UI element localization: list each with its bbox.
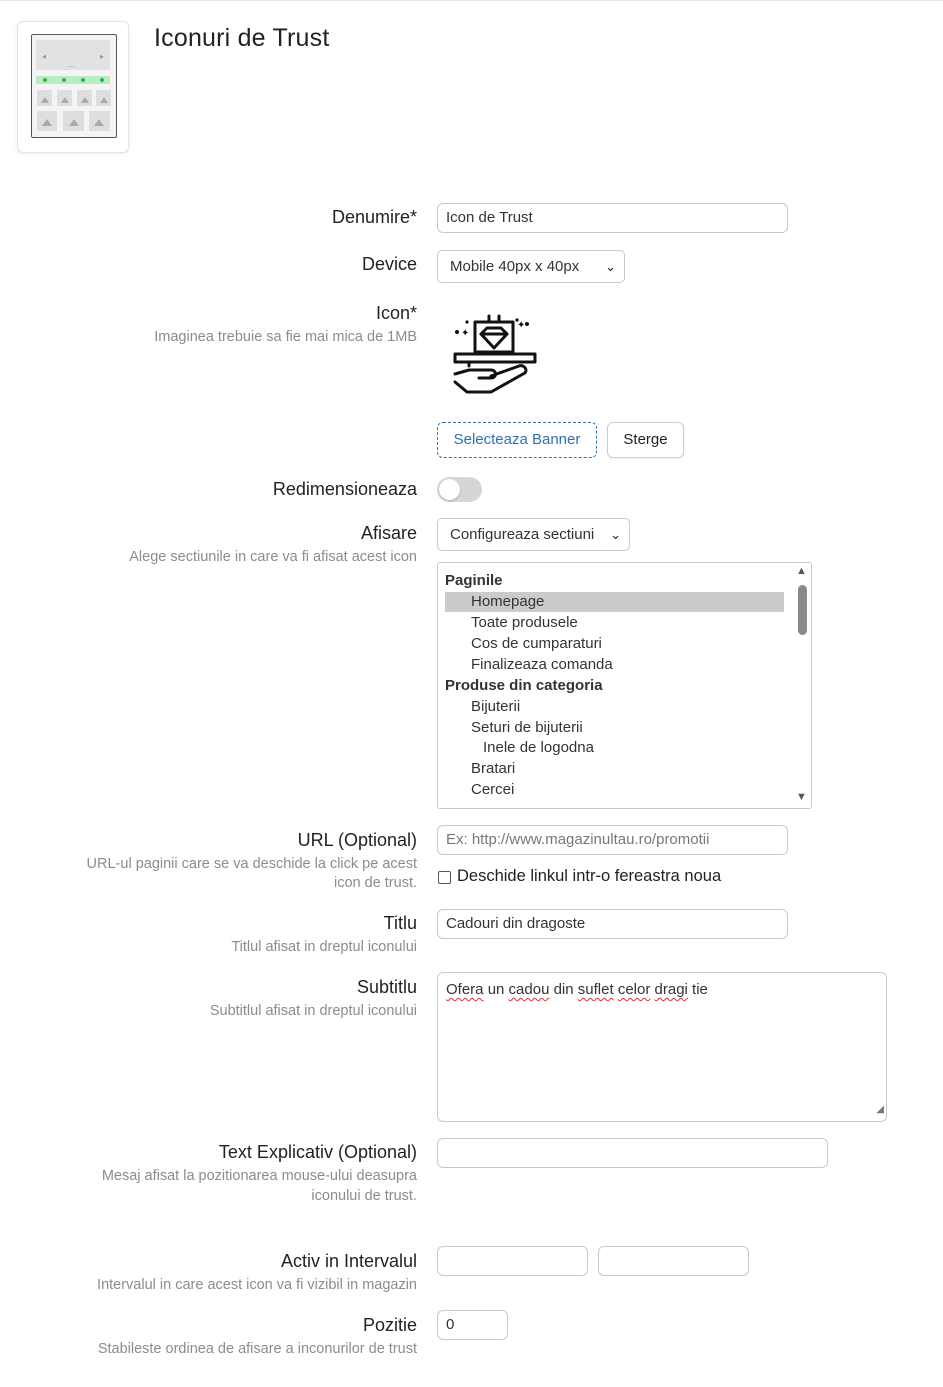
list-item[interactable]: Finalizeaza comanda [471,656,613,673]
list-item[interactable]: Bijuterii [471,698,521,715]
subtitle-word: un [487,981,505,998]
list-item[interactable]: Inele de logodna [483,739,594,756]
list-item[interactable]: Bratari [471,760,516,777]
subtitle-word: celor [617,981,651,998]
titlu-hint: Titlul afisat in dreptul iconului [231,939,417,955]
device-select-value: Mobile 40px x 40px [450,258,580,275]
toggle-knob [439,479,460,500]
new-window-label[interactable]: Deschide linkul intr-o fereastra noua [457,867,722,885]
pozitie-input[interactable]: 0 [437,1310,508,1340]
text-explicativ-hint-line1: Mesaj afisat la pozitionarea mouse-ului deasupra [101,1168,417,1184]
sections-listbox[interactable] [437,562,812,809]
subtitle-word: tie [692,981,708,998]
svg-text:▸: ▸ [100,52,105,61]
svg-text:◂: ◂ [42,52,47,61]
list-group: Produse din categoria [445,677,603,694]
list-item[interactable]: Homepage [445,592,784,612]
afisare-label: Afisare [360,523,417,543]
device-select[interactable] [437,250,625,283]
interval-hint: Intervalul in care acest icon va fi vizibil in magazin [97,1277,417,1293]
svg-text:…: … [67,60,75,69]
subtitle-word: din [553,981,574,998]
scroll-down-icon[interactable]: ▼ [796,791,807,803]
resize-toggle[interactable] [437,477,482,502]
afisare-select[interactable] [437,518,630,551]
afisare-hint: Alege sectiunile in care va fi afisat acest icon [129,549,417,565]
resize-grip-icon[interactable]: ◢ [876,1104,884,1115]
interval-label: Activ in Intervalul [280,1251,417,1271]
subtitle-word: dragi [654,981,688,998]
listbox-scrollbar[interactable] [793,563,811,808]
module-thumbnail-card [17,21,129,153]
titlu-label: Titlu [383,913,417,933]
titlu-input[interactable]: Cadouri din dragoste [437,909,788,939]
afisare-select-value: Configureaza sectiuni [450,526,595,543]
denumire-input[interactable]: Icon de Trust [437,203,788,233]
text-explicativ-hint-line2: iconului de trust. [311,1188,417,1204]
list-group: Paginile [445,572,503,589]
resize-label: Redimensioneaza [272,479,417,499]
list-item[interactable]: Toate produsele [471,614,578,631]
new-window-checkbox[interactable] [438,871,451,884]
url-label: URL (Optional) [297,830,417,850]
device-label: Device [361,254,417,274]
url-input[interactable]: Ex: http://www.magazinultau.ro/promotii [437,825,788,855]
text-explicativ-input[interactable] [437,1138,828,1168]
list-item[interactable]: Seturi de bijuterii [471,719,583,736]
page-title: Iconuri de Trust [154,24,330,52]
url-hint-line2: icon de trust. [333,875,417,891]
denumire-label: Denumire* [331,207,417,227]
top-divider [0,0,943,1]
gift-diamond-hand-icon [447,310,539,398]
url-hint-line1: URL-ul paginii care se va deschide la click pe acest [86,856,417,872]
pozitie-hint: Stabileste ordinea de afisare a inconurilor de trust [97,1341,417,1357]
chevron-down-icon: ⌄ [610,527,621,542]
interval-start-input[interactable] [437,1246,588,1276]
svg-text:✦: ✦ [461,328,470,339]
subtitlu-label: Subtitlu [356,977,417,997]
list-item[interactable]: Cercei [471,781,515,798]
scroll-up-icon[interactable]: ▲ [796,565,807,577]
subtitlu-textarea[interactable] [437,972,887,1122]
subtitle-word: cadou [508,981,550,998]
chevron-down-icon: ⌄ [605,259,616,274]
icon-label: Icon* [375,303,417,323]
subtitle-word: Ofera [446,981,484,998]
trust-icons-layout-thumbnail-icon [31,34,117,138]
text-explicativ-label: Text Explicativ (Optional) [218,1142,417,1162]
subtitle-word: suflet [577,981,614,998]
delete-icon-button[interactable]: Sterge [607,422,684,458]
scrollbar-thumb[interactable] [798,585,807,635]
icon-hint: Imaginea trebuie sa fie mai mica de 1MB [154,329,417,345]
svg-text:✦: ✦ [517,320,526,331]
list-item[interactable]: Cos de cumparaturi [471,635,602,652]
pozitie-label: Pozitie [362,1315,417,1335]
interval-end-input[interactable] [598,1246,749,1276]
subtitlu-hint: Subtitlul afisat in dreptul iconului [209,1003,417,1019]
select-banner-button[interactable]: Selecteaza Banner [437,422,597,458]
